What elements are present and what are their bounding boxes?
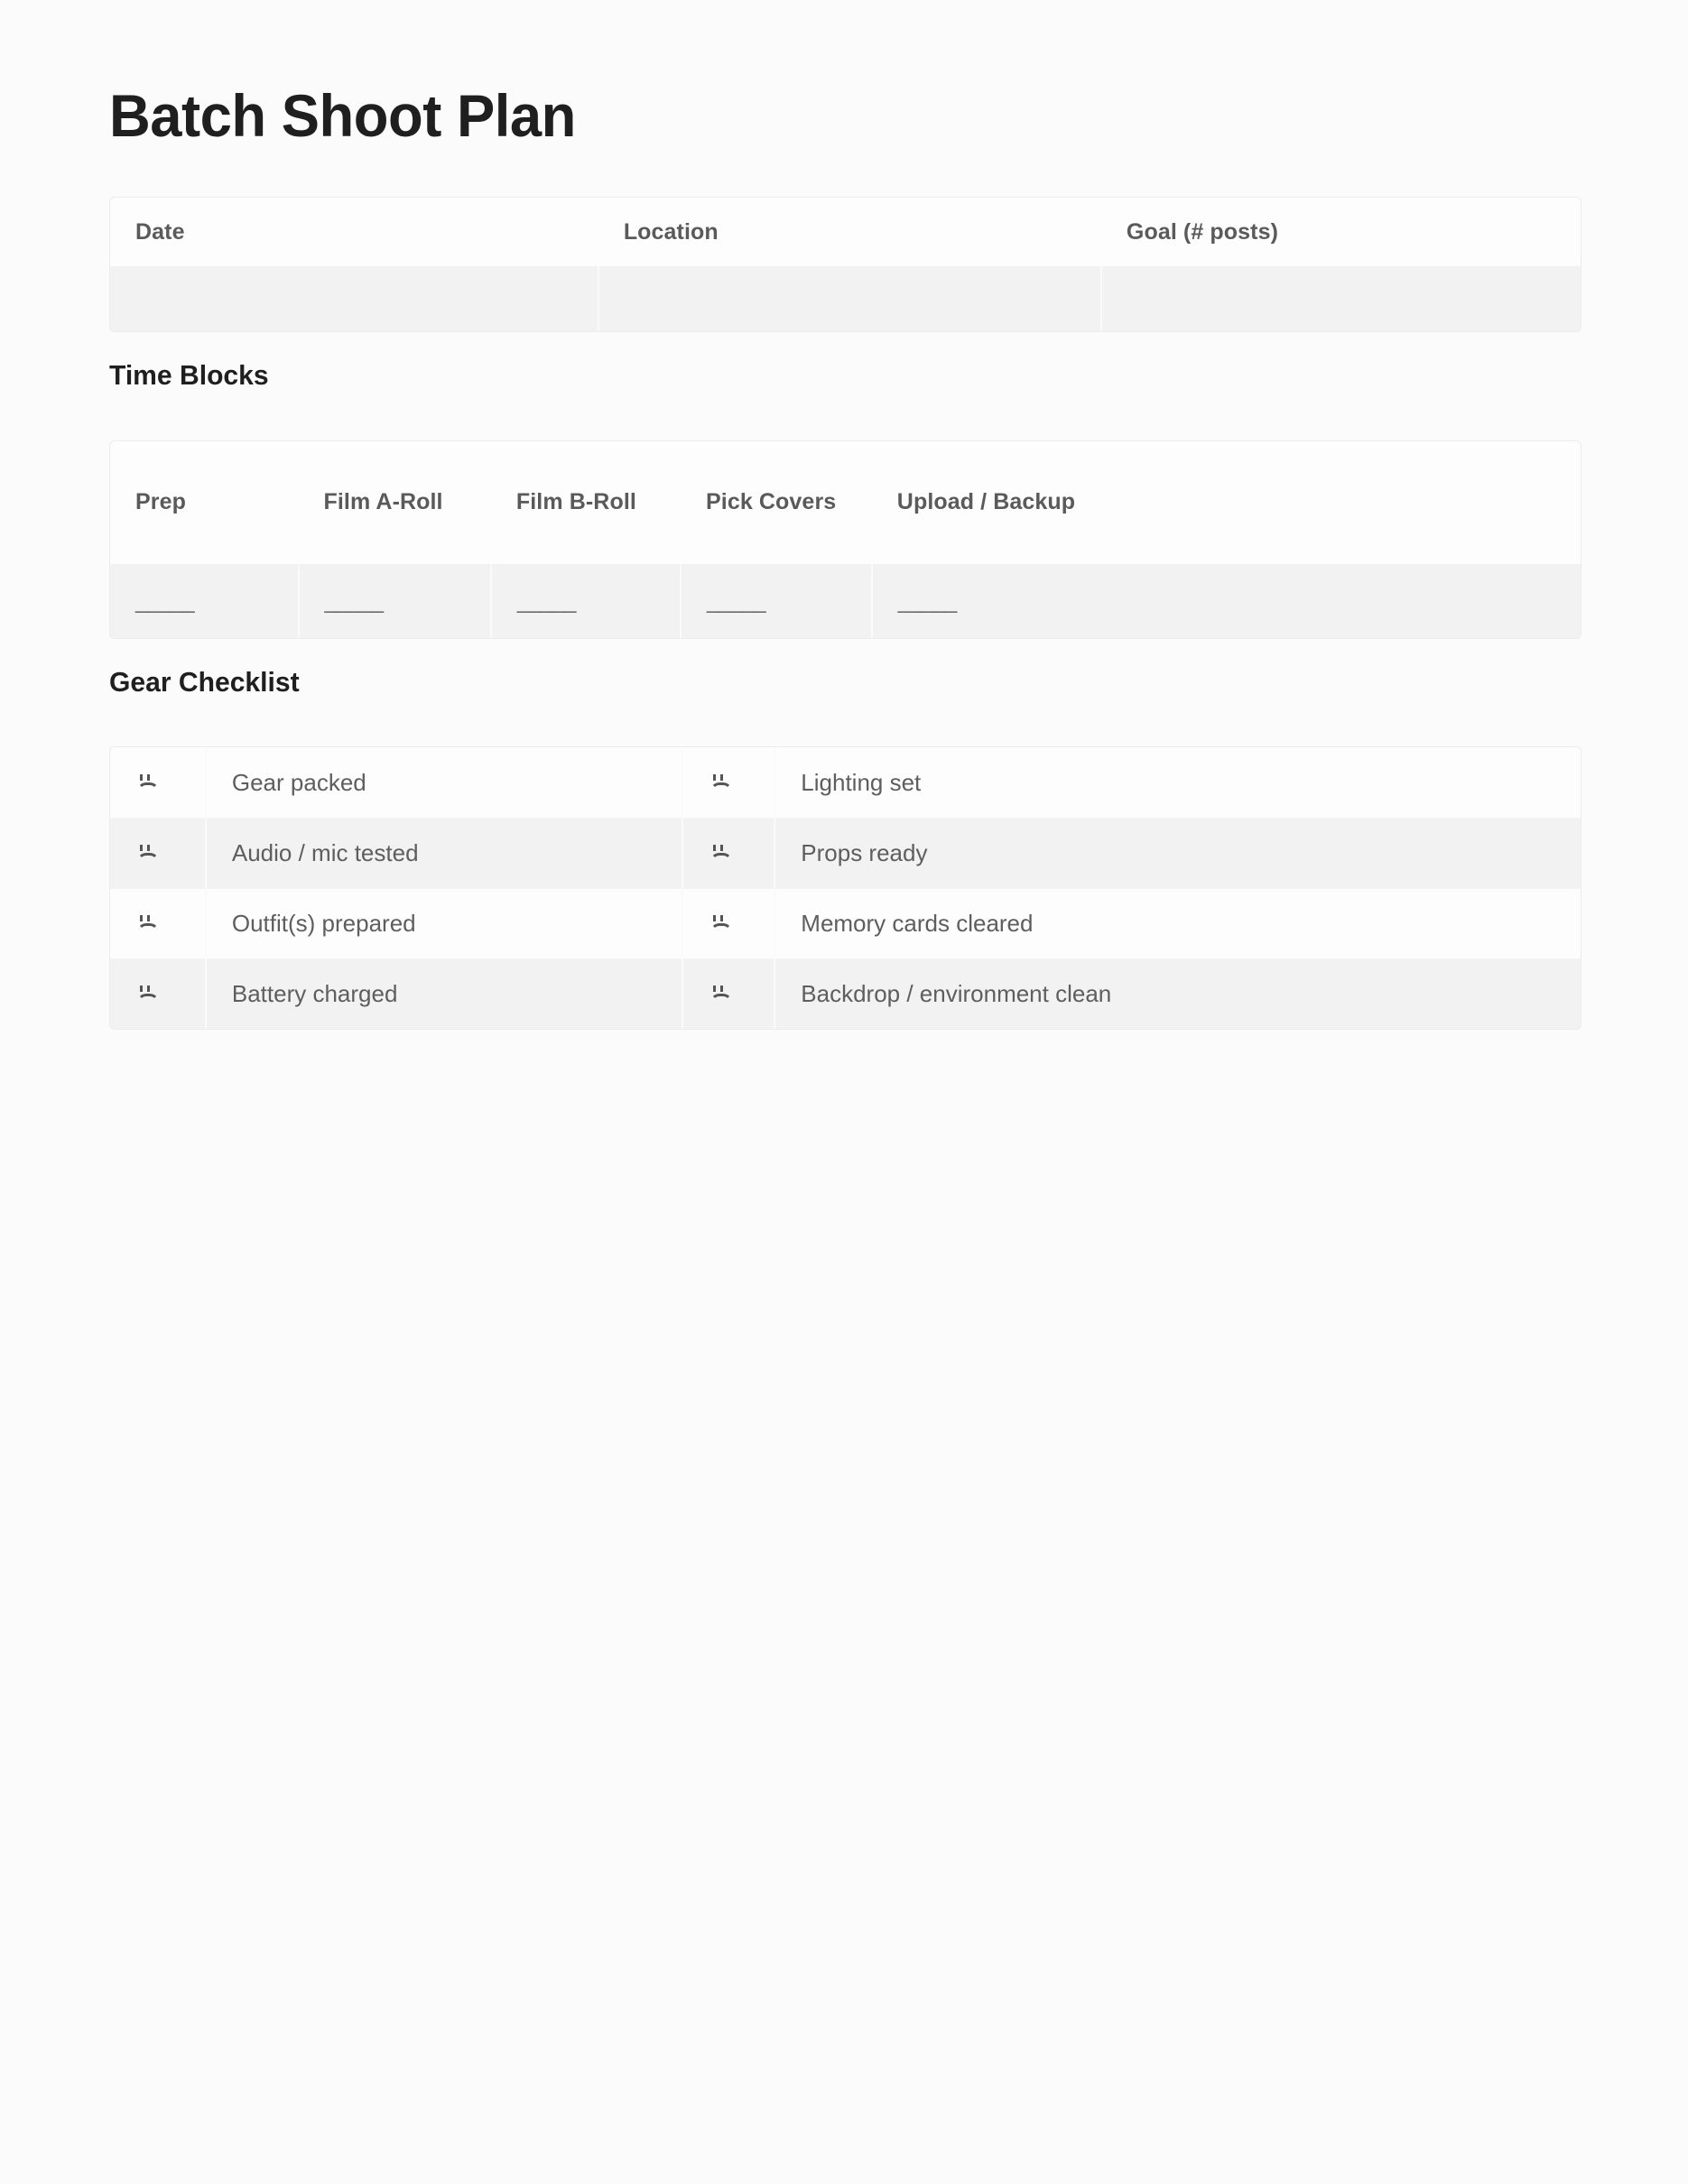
- shoot-meta-table-card: [109, 197, 1581, 332]
- table-row: [110, 564, 1581, 638]
- checkbox-unchecked-icon[interactable]: [710, 985, 728, 1004]
- table-row: [110, 958, 1581, 1029]
- cell-film-a-roll[interactable]: _____: [299, 564, 491, 638]
- column-header-date: Date: [110, 198, 598, 266]
- column-header-goal: Goal (# posts): [1101, 198, 1581, 266]
- checkbox-unchecked-icon[interactable]: [137, 914, 155, 934]
- checkbox-unchecked-icon[interactable]: [137, 985, 155, 1004]
- table-header-row: [110, 441, 1581, 564]
- spacer: [109, 639, 1581, 666]
- table-row: [110, 266, 1581, 331]
- checkbox-cell-right[interactable]: [682, 888, 775, 958]
- table-body: [110, 564, 1581, 638]
- checklist-label-right: Memory cards cleared: [774, 888, 1581, 958]
- document-content: [109, 0, 1581, 1030]
- column-header-pick-covers: Pick Covers: [681, 441, 872, 564]
- section-title-time-blocks: Time Blocks: [109, 359, 269, 392]
- checklist-label-left: Audio / mic tested: [206, 818, 682, 888]
- time-blocks-table: [110, 441, 1581, 638]
- table-row: [110, 888, 1581, 958]
- checkbox-unchecked-icon[interactable]: [710, 914, 728, 934]
- cell-location[interactable]: [598, 266, 1101, 331]
- column-header-prep: Prep: [110, 441, 299, 564]
- table-body: [110, 266, 1581, 331]
- gear-checklist-table-card: [109, 746, 1581, 1030]
- column-header-film-a-roll: Film A-Roll: [299, 441, 491, 564]
- checkbox-unchecked-icon[interactable]: [710, 844, 728, 864]
- checkbox-cell-left[interactable]: [110, 958, 206, 1029]
- table-row: [110, 818, 1581, 888]
- cell-date[interactable]: [110, 266, 598, 331]
- column-header-upload-backup: Upload / Backup: [872, 441, 1581, 564]
- spacer: [109, 147, 1581, 197]
- checkbox-cell-right[interactable]: [682, 818, 775, 888]
- checkbox-cell-right[interactable]: [682, 958, 775, 1029]
- gear-checklist-table: [110, 747, 1581, 1029]
- checkbox-unchecked-icon[interactable]: [137, 773, 155, 793]
- spacer: [109, 699, 1581, 746]
- table-header: [110, 441, 1581, 564]
- spacer: [109, 392, 1581, 440]
- time-blocks-table-card: [109, 440, 1581, 639]
- checkbox-unchecked-icon[interactable]: [710, 773, 728, 793]
- table-body: [110, 747, 1581, 1029]
- checklist-label-left: Battery charged: [206, 958, 682, 1029]
- checklist-label-right: Backdrop / environment clean: [774, 958, 1581, 1029]
- checklist-label-left: Gear packed: [206, 747, 682, 818]
- page-title: Batch Shoot Plan: [109, 82, 576, 149]
- column-header-film-b-roll: Film B-Roll: [491, 441, 681, 564]
- spacer: [109, 332, 1581, 359]
- checklist-label-left: Outfit(s) prepared: [206, 888, 682, 958]
- checkbox-unchecked-icon[interactable]: [137, 844, 155, 864]
- cell-pick-covers[interactable]: _____: [681, 564, 872, 638]
- table-header-row: [110, 198, 1581, 266]
- cell-film-b-roll[interactable]: _____: [491, 564, 681, 638]
- table-row: [110, 747, 1581, 818]
- cell-goal[interactable]: [1101, 266, 1581, 331]
- section-title-gear-checklist: Gear Checklist: [109, 666, 300, 699]
- checkbox-cell-left[interactable]: [110, 818, 206, 888]
- checkbox-cell-left[interactable]: [110, 747, 206, 818]
- cell-prep[interactable]: _____: [110, 564, 299, 638]
- column-header-location: Location: [598, 198, 1101, 266]
- cell-upload-backup[interactable]: _____: [872, 564, 1581, 638]
- checklist-label-right: Props ready: [774, 818, 1581, 888]
- table-header: [110, 198, 1581, 266]
- checkbox-cell-left[interactable]: [110, 888, 206, 958]
- checklist-label-right: Lighting set: [774, 747, 1581, 818]
- shoot-meta-table: [110, 198, 1581, 331]
- checkbox-cell-right[interactable]: [682, 747, 775, 818]
